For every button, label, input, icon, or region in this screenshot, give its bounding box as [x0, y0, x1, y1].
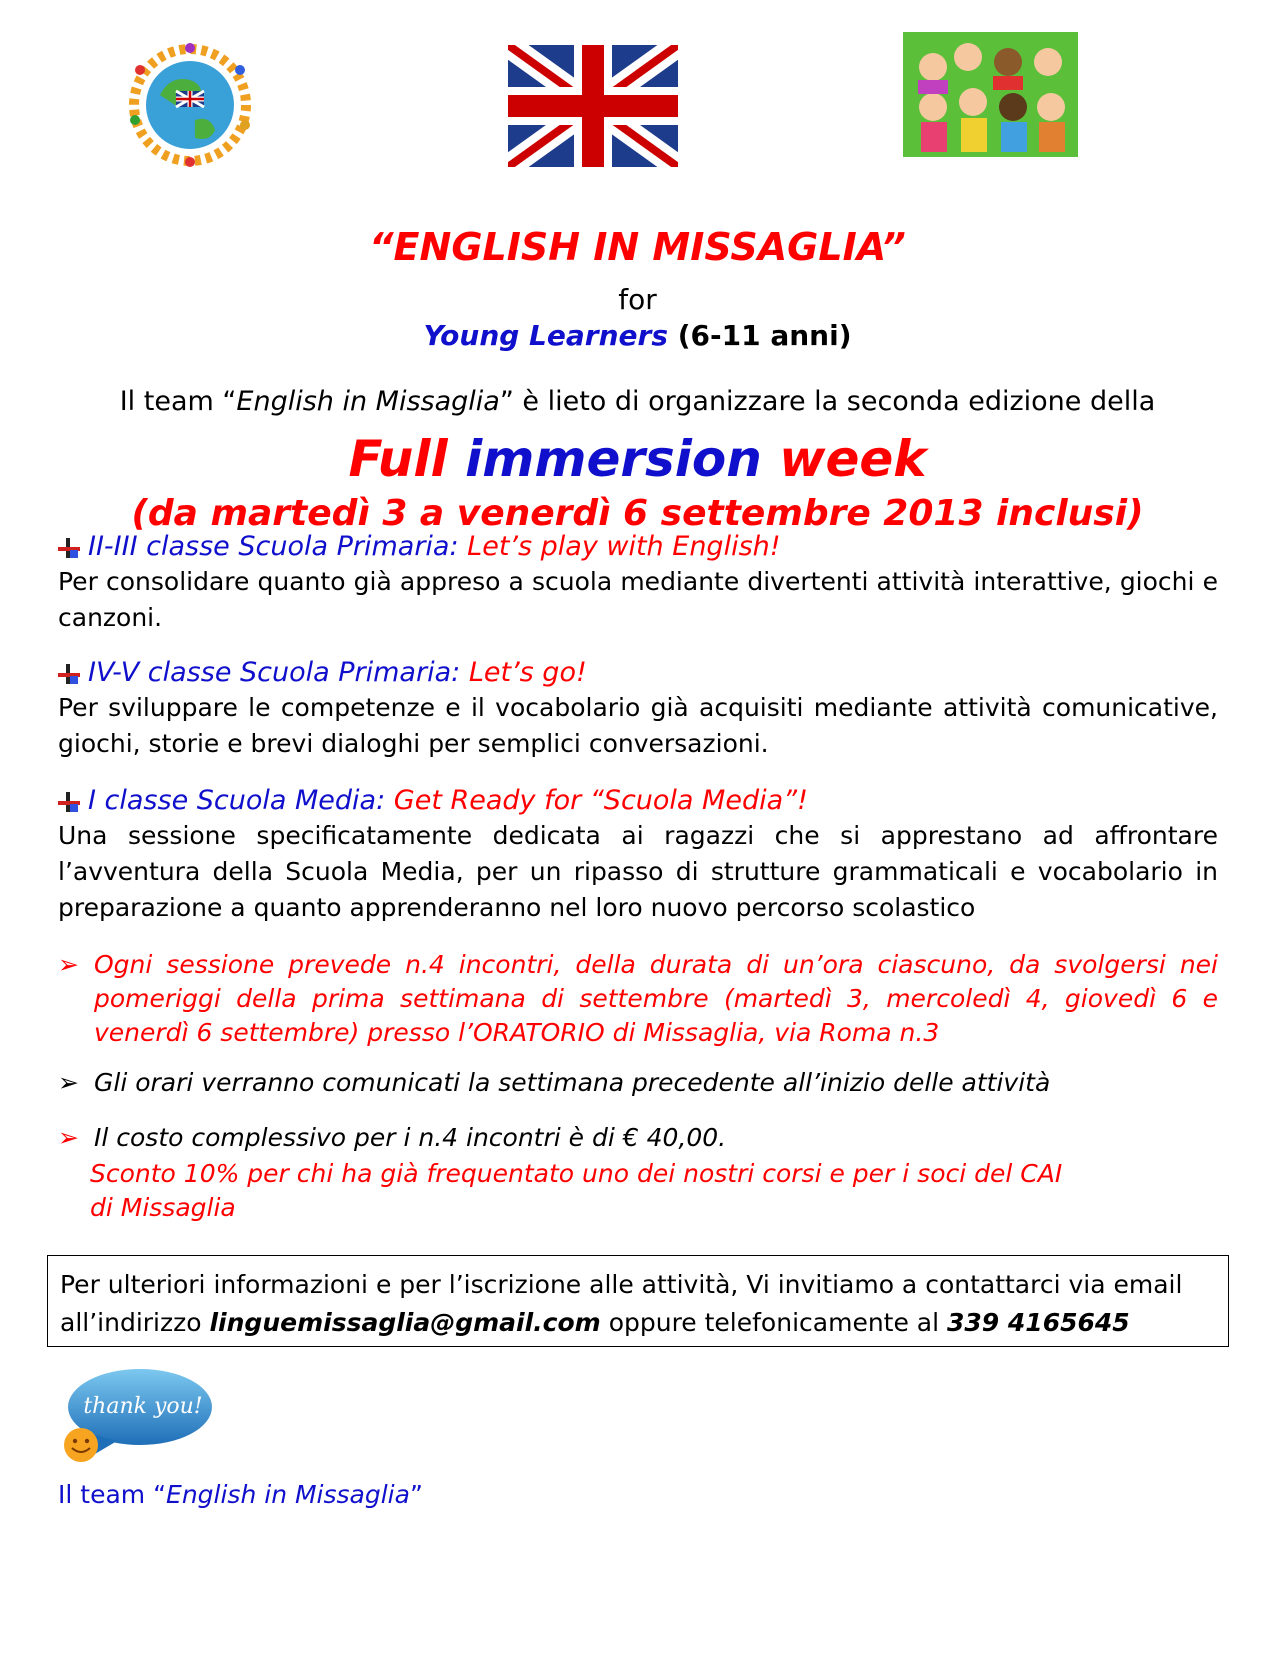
bullet-icon — [58, 538, 80, 558]
section-description: Per consolidare quanto già appreso a scuola mediante divertenti attività interattive, giochi e canzoni. — [58, 567, 1218, 632]
section-course: Let’s go! — [468, 657, 587, 688]
signature — [58, 1480, 423, 1509]
signature-part1: Il team “ — [58, 1480, 167, 1509]
note-item — [58, 1066, 1218, 1100]
arrow-bullet-icon: ➢ — [58, 1068, 79, 1097]
section-heading — [58, 785, 808, 816]
event-title — [0, 430, 1275, 488]
intro-part1: Il team “ — [119, 386, 237, 417]
section-heading — [58, 657, 587, 688]
note-text: Il costo complessivo per i n.4 incontri è di € 40,00. — [94, 1123, 727, 1152]
young-learners-text: Young Learners — [423, 319, 668, 352]
contact-phone[interactable]: 339 4165645 — [947, 1308, 1130, 1337]
globe-children-logo — [120, 40, 260, 170]
bullet-icon — [58, 792, 80, 812]
note-item — [58, 948, 1218, 1050]
section-heading — [58, 531, 781, 562]
event-week: week — [779, 430, 927, 488]
section-level: II-III classe Scuola Primaria: — [88, 531, 459, 562]
section-description: Per sviluppare le competenze e il vocabolario già acquisiti mediante attività comunicative, giochi, storie e brevi dialoghi per semplici conversazioni. — [58, 693, 1218, 758]
intro-line — [0, 386, 1275, 417]
arrow-bullet-icon: ➢ — [58, 1123, 79, 1152]
section-level: I classe Scuola Media: — [88, 785, 386, 816]
bullet-icon — [58, 664, 80, 684]
event-full: Full — [348, 430, 448, 488]
signature-team-name: English in Missaglia — [166, 1480, 410, 1509]
event-immersion: immersion — [465, 430, 762, 488]
contact-line2 — [60, 1304, 1218, 1342]
contact-prefix: all’indirizzo — [60, 1308, 202, 1337]
contact-box — [47, 1255, 1229, 1347]
section-course: Get Ready for “Scuola Media”! — [393, 785, 808, 816]
contact-email[interactable]: linguemissaglia@gmail.com — [209, 1308, 601, 1337]
section-course: Let’s play with English! — [467, 531, 781, 562]
note-item — [58, 1121, 1218, 1155]
contact-middle: oppure telefonicamente al — [608, 1308, 940, 1337]
intro-team-name: English in Missaglia — [236, 386, 500, 417]
poster-title: “ENGLISH IN MISSAGLIA” — [369, 225, 906, 269]
note-text: Gli orari verranno comunicati la settimana precedente all’inizio delle attività — [94, 1068, 1051, 1097]
age-range-text: (6-11 anni) — [677, 319, 852, 352]
event-dates: (da martedì 3 a venerdì 6 settembre 2013 inclusi) — [131, 493, 1144, 534]
thank-you-bubble — [55, 1365, 215, 1465]
thank-you-text: thank you! — [83, 1394, 203, 1419]
for-text: for — [618, 283, 657, 316]
union-jack-flag — [508, 45, 678, 167]
note-text: Ogni sessione prevede n.4 incontri, della durata di un’ora ciascuno, da svolgersi nei pomeriggi della prima settimana di settembre (martedì 3, mercoledì 4, giovedì 6 e venerdì 6 settembre) presso l’ORATORIO di Missaglia, via Roma n.3 — [94, 950, 1218, 1047]
arrow-bullet-icon: ➢ — [58, 950, 79, 979]
signature-part2: ” — [409, 1480, 423, 1509]
section-description: Una sessione specificatamente dedicata ai ragazzi che si apprestano ad affrontare l’avventura della Scuola Media, per un ripasso di strutture grammaticali e vocabolario in preparazione a quanto apprenderanno nel loro nuovo percorso scolastico — [58, 821, 1218, 922]
contact-line1: Per ulteriori informazioni e per l’iscrizione alle attività, Vi invitiamo a contattarci via email — [60, 1270, 1183, 1299]
children-cartoon-drawing — [903, 32, 1078, 157]
audience-line — [0, 319, 1275, 352]
speech-bubble-icon — [55, 1365, 215, 1465]
intro-part2: ” è lieto di organizzare la seconda edizione della — [499, 386, 1156, 417]
discount-text: Sconto 10% per chi ha già frequentato uno dei nostri corsi e per i soci del CAI di Missaglia — [90, 1159, 1063, 1222]
section-level: IV-V classe Scuola Primaria: — [88, 657, 461, 688]
